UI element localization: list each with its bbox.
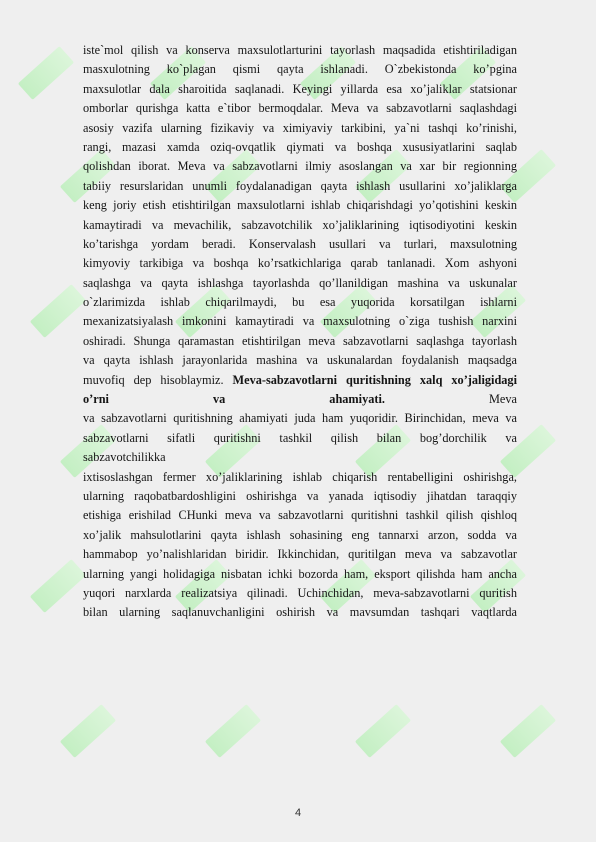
text-line: sabzavotchilikka xyxy=(83,450,166,465)
text-line: kimyoviy tarkibiga va boshqa ko’rsatkichlariga qarab tanlanadi. Xom ashyoni xyxy=(83,256,517,271)
text-line: maxsulotlar dala sharoitida saqlanadi. Keyingi yillarda esa xo’jaliklar statsionar xyxy=(83,81,517,96)
text-line: yuqori narxlarda realizatsiya qilinadi. Uchinchidan, meva-sabzavotlarni quritish xyxy=(83,585,517,600)
text-line: sabzavotlarni sifatli quritishni tashkil qilish bilan bog’dorchilik va xyxy=(83,430,517,445)
text-line: mexanizatsiyalash imkonini kamaytiradi va maxsulotning o`ziga tushish narxini xyxy=(83,314,517,329)
text-segment: muvofiq dep hisoblaymiz. xyxy=(83,372,233,387)
text-line: bilan ularning saqlanuvchanligini oshirish va mavsumdan tashqari vaqtlarda xyxy=(83,605,517,620)
heading-continuation-line xyxy=(83,390,517,409)
watermark-mark xyxy=(500,704,556,758)
page-number: 4 xyxy=(294,807,302,819)
text-line: hammabop yo’nalishlaridan biridir. Ikkinchidan, quritilgan meva va sabzavotlar xyxy=(83,547,517,562)
text-line: iste`mol qilish va konserva maxsulotlarturini tayorlash maqsadida etishtiriladigan xyxy=(83,43,517,57)
text-line: xo’jalik mahsulotlarini qayta ishlash sohasining eng tannarxi arzon, sodda va xyxy=(83,527,517,542)
text-line: ularning raqobatbardoshligini oshirishga va yanada iqtisodiy jihatdan taraqqiy xyxy=(83,488,517,503)
text-word: Meva xyxy=(489,392,517,407)
text-line: ixtisoslashgan fermer xo’jaliklarining ishlab chiqarish rentabelligini oshirishga, xyxy=(83,469,517,484)
text-line: saqlashga va qayta ishlashga tayorlashda qo’llanildigan mashina va uskunalar xyxy=(83,275,517,290)
text-line: kamaytiradi va mevachilik, sabzavotchilik xo’jaliklarining iqtisodiyotini keskin xyxy=(83,217,517,232)
watermark-mark xyxy=(60,704,116,758)
text-line: va qayta ishlash jarayonlarida mashina va uskunalardan foydalanish maqsadga xyxy=(83,353,517,368)
text-line: keng joriy etish etishtirilgan maxsulotlarni ishlab chiqarishdagi yo’qotishini keskin xyxy=(83,198,517,213)
watermark-mark xyxy=(355,704,411,758)
text-line: asosiy vazifa ularning fizikaviy va ximiyaviy tarkibini, ya`ni tashqi ko’rinishi, xyxy=(83,120,517,135)
watermark-mark xyxy=(30,284,86,338)
text-line: ko’tarishga yordam beradi. Konservalash usullari va turlari, maxsulotning xyxy=(83,236,517,251)
text-line-with-heading xyxy=(83,371,517,390)
text-line: omborlar qurishga katta e`tibor bermoqdalar. Meva va sabzavotlarni saqlashdagi xyxy=(83,101,517,116)
section-heading-word: o’rni xyxy=(83,392,109,407)
text-line: va sabzavotlarni quritishning ahamiyati juda ham yuqoridir. Birinchidan, meva va xyxy=(83,411,517,426)
body-text xyxy=(83,41,517,623)
text-line: ularning yangi holidagiga nisbatan ichki bozorda ham, eksport qilishda ham ancha xyxy=(83,566,517,581)
text-line: oshiradi. Shunga qaramastan etishtirilgan meva sabzavotlarni saqlashga tayorlash xyxy=(83,333,517,348)
text-line: tabiiy resurslaridan unumli foydalanadigan qayta ishlash usullarini xo’jaliklarga xyxy=(83,178,517,193)
watermark-mark xyxy=(18,46,74,100)
text-line: o`zlarimizda ishlab chiqarilmaydi, bu esa yuqorida korsatilgan ishlarni xyxy=(83,295,517,310)
section-heading-word: ahamiyati. xyxy=(329,392,385,407)
section-heading: Meva-sabzavotlarni quritishning xalq xo’jaligidagi xyxy=(232,372,517,387)
text-line: rangi, mazasi xamda oziq-ovqatlik qiymati va boshqa xususiyatlarini saqlab xyxy=(83,139,517,154)
text-line: qolishdan iborat. Meva va sabzavotlarni ilmiy asoslangan va xar bir regionning xyxy=(83,159,517,174)
section-heading-word: va xyxy=(212,392,226,407)
watermark-mark xyxy=(30,559,86,613)
watermark-mark xyxy=(205,704,261,758)
text-line: masxulotning ko`plagan qismi qayta ishlanadi. O`zbekistonda ko’pgina xyxy=(83,62,517,77)
text-line: etishiga erishilad CHunki meva va sabzavotlarni quritishni tashkil qilish qishloq xyxy=(83,508,517,523)
